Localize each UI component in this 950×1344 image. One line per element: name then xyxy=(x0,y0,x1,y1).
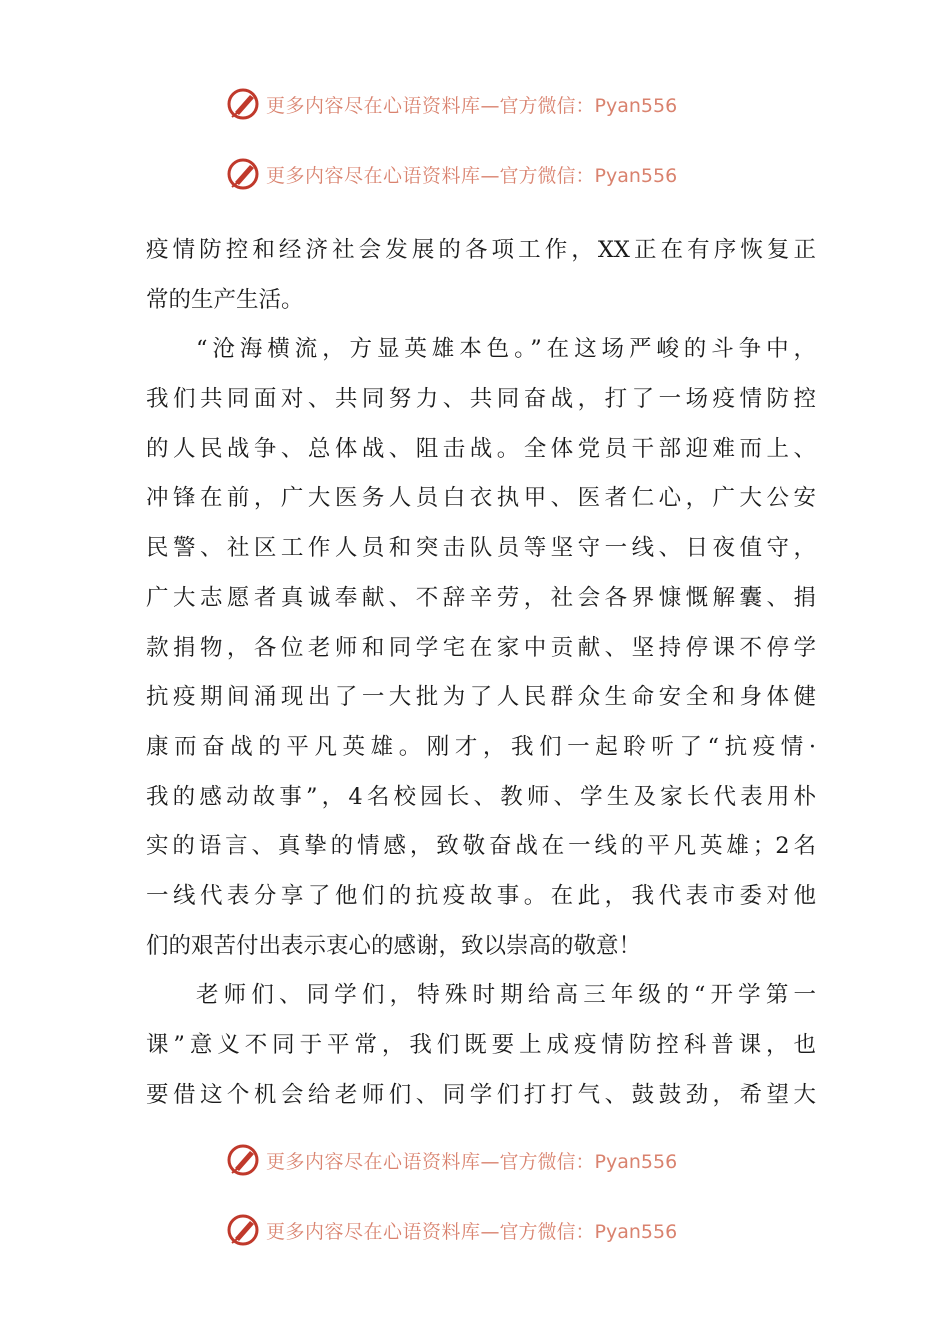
text-line: 我们共同面对、共同努力、共同奋战，打了一场疫情防控 xyxy=(146,386,816,413)
text-line: 冲锋在前，广大医务人员白衣执甲、医者仁心，广大公安 xyxy=(146,485,816,512)
watermark-wechat-text: —官方微信：Pyan556 xyxy=(480,1150,678,1173)
pen-logo-icon xyxy=(226,1142,262,1178)
text-line: 款捐物，各位老师和同学宅在家中贡献、坚持停课不停学 xyxy=(146,634,816,661)
pen-logo-icon xyxy=(226,1212,262,1248)
pen-logo-icon xyxy=(226,156,262,192)
text-line: 我的感动故事”，4名校园长、教师、学生及家长代表用朴 xyxy=(146,783,816,810)
text-line: 疫情防控和经济社会发展的各项工作，XX正在有序恢复正 xyxy=(146,237,816,263)
watermark-banner-top-1 xyxy=(226,84,726,124)
text-line: 民警、社区工作人员和突击队员等坚守一线、日夜值守， xyxy=(146,535,816,562)
text-line: 老师们、同学们，特殊时期给高三年级的“开学第一 xyxy=(196,982,816,1009)
watermark-brand-text: 更多内容尽在心语资料库 xyxy=(266,94,481,117)
watermark-brand-text: 更多内容尽在心语资料库 xyxy=(266,1150,481,1173)
text-line: 要借这个机会给老师们、同学们打打气、鼓鼓劲，希望大 xyxy=(146,1081,816,1108)
document-body xyxy=(146,226,816,1120)
watermark-banner-bottom-1 xyxy=(226,1140,726,1180)
text-line: 常的生产生活。 xyxy=(146,286,304,313)
text-line: 抗疫期间涌现出了一大批为了人民群众生命安全和身体健 xyxy=(146,684,816,711)
watermark-wechat-text: —官方微信：Pyan556 xyxy=(480,94,678,117)
text-line: “沧海横流，方显英雄本色。”在这场严峻的斗争中， xyxy=(196,336,816,363)
text-line: 康而奋战的平凡英雄。刚才，我们一起聆听了“抗疫情· xyxy=(146,733,816,760)
text-line: 广大志愿者真诚奉献、不辞辛劳，社会各界慷慨解囊、捐 xyxy=(146,584,816,611)
pen-logo-icon xyxy=(226,86,262,122)
watermark-wechat-text: —官方微信：Pyan556 xyxy=(480,1220,678,1243)
watermark-wechat-text: —官方微信：Pyan556 xyxy=(480,164,678,187)
text-line: 一线代表分享了他们的抗疫故事。在此，我代表市委对他 xyxy=(146,882,816,909)
watermark-brand-text: 更多内容尽在心语资料库 xyxy=(266,1220,481,1243)
text-line: 实的语言、真挚的情感，致敬奋战在一线的平凡英雄；2名 xyxy=(146,833,816,860)
watermark-banner-top-2 xyxy=(226,154,726,194)
text-line: 课”意义不同于平常，我们既要上成疫情防控科普课，也 xyxy=(146,1032,816,1058)
watermark-banner-bottom-2 xyxy=(226,1210,726,1250)
watermark-brand-text: 更多内容尽在心语资料库 xyxy=(266,164,481,187)
text-line: 们的艰苦付出表示衷心的感谢，致以崇高的敬意！ xyxy=(146,932,642,959)
text-line: 的人民战争、总体战、阻击战。全体党员干部迎难而上、 xyxy=(146,435,816,462)
